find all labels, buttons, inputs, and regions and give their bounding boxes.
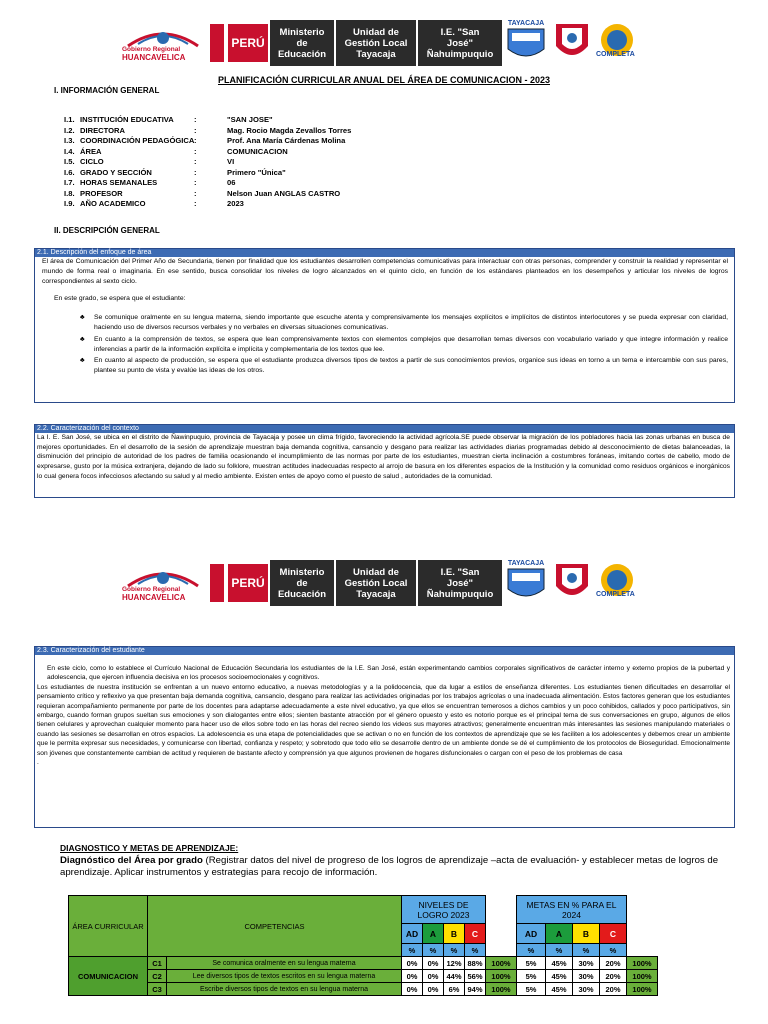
- meta-value: 20%: [600, 970, 627, 983]
- minedu-block: Ministerio de Educación: [270, 20, 334, 66]
- info-value: 2023: [227, 199, 244, 208]
- diagnostico-table: ÁREA CURRICULAR COMPETENCIAS NIVELES DE LOGRO 2023 METAS EN % PARA EL 2024 AD A B C AD A B C % % % % % % % % COMUNICACION C1 Se comunica oralmente en su lengua materna 0% 0% 12% 88% 100% 5% 45% 30% 20% 100% C2 Lee diversos tipos de textos escritos en su lengua materna 0% 0% 44% 56% 100% 5% 45% 30% 20% 100% C3 Escribe diversos tipos de textos en su lengua materna 0% 0% 6% 94% 100% 5% 45% 30% 20% 100%: [68, 895, 658, 996]
- school-shield-logo: [552, 20, 592, 66]
- info-colon: :: [194, 199, 197, 208]
- competencia-name: Se comunica oralmente en su lengua materna: [167, 957, 402, 970]
- enfoque-box: [34, 248, 735, 403]
- gov-label: Gobierno Regional: [122, 46, 181, 53]
- info-label: ÁREA: [80, 146, 102, 156]
- peru-flag-icon: [210, 564, 224, 602]
- info-number: I.9.: [64, 199, 75, 208]
- ie-block: I.E. "San José" Ñahuimpuquio: [418, 20, 502, 66]
- tayacaja-logo: TAYACAJA: [504, 560, 548, 606]
- info-colon: :: [194, 167, 197, 177]
- section-descripcion-general: II. DESCRIPCIÓN GENERAL: [54, 226, 160, 235]
- area-header: ÁREA CURRICULAR: [69, 896, 148, 957]
- club-bullet-icon: ♣: [80, 357, 85, 365]
- jornada-completa-logo: COMPLETA: [594, 560, 640, 606]
- diagnostico-title: DIAGNOSTICO Y METAS DE APRENDIZAJE:: [60, 843, 239, 853]
- table-row: [69, 957, 658, 970]
- competencia-name: Lee diversos tipos de textos escritos en su lengua materna: [167, 970, 402, 983]
- meta-value: 30%: [573, 983, 600, 996]
- info-value: Prof. Ana María Cárdenas Molina: [227, 136, 346, 145]
- jornada-completa-logo: COMPLETA: [594, 20, 640, 66]
- contexto-header: 2.2. Caracterización del contexto: [35, 425, 734, 433]
- meta-value: 5%: [517, 983, 546, 996]
- estudiante-intro: En este ciclo, como lo establece el Currículo Nacional de Educación Secundaria los estudiantes de la I.E. San José, están experimentando cambios corporales significativos de carácter interno y externo propios de la pubertad y adolescencia, que ejercen influencia decisiva en los procesos socioemocionales y cognitivos.: [47, 665, 730, 682]
- ie-block: I.E. "San José" Ñahuimpuquio: [418, 560, 502, 606]
- enfoque-bullet: ♣ En cuanto al aspecto de producción, se espera que el estudiante produzca diversos tipos de textos a partir de sus conocimientos previos, organice sus ideas en torno a un tema e intercambie con sus pares, plantee su punto de vista y evalúe las ideas de los otros.: [80, 357, 728, 375]
- info-label: HORAS SEMANALES: [80, 178, 158, 187]
- level-b: B: [444, 924, 465, 944]
- info-number: I.4.: [64, 146, 75, 156]
- competencia-code: C1: [148, 957, 167, 970]
- info-label: GRADO Y SECCIÓN: [80, 167, 152, 177]
- section-informacion-general: I. INFORMACIÓN GENERAL: [54, 86, 160, 95]
- meta-level-ad: AD: [517, 924, 546, 944]
- header-banner: [118, 18, 642, 68]
- club-bullet-icon: ♣: [80, 335, 85, 343]
- nivel-value: 88%: [465, 957, 486, 970]
- estudiante-paragraph: Los estudiantes de nuestra institución se enfrentan a un nuevo entorno educativo, a nuevas metodologías y a la polidocencia, que da lugar a estilos de enseñanza diferentes. Los estudiantes tienen dificultades en desarrollar el pensamiento crítico y reflexivo ya que presentan baja demanda cognitiva, cansancio, desgano para realizar las actividades originadas por los trabajos agrícolas o una inadecuada alimentación. Estos factores generan que los estudiantes requieran acompañamiento permanente por parte de los docentes para adaptarse adecuadamente a este nivel educativo, ya que ellos se encuentran temerosos a dichos cambios y un poco cohibidos, callados y poco participativos, sin embargo, cuando forman grupos sueltan sus emociones y son dialogantes entre ellos; sienten bastante atracción por el género opuesto y esto es notorio porque es el principal tema de sus conversaciones en grupo, algunos de ellos tienen celulares y aprovechan cualquier momento para hacer uso de ellos sobre todo en las horas del recreo siendo los videos sus mayores atractivos; generalmente encuentran más interesantes las sesiones manipulando materiales o cuando las sesiones se desarrollan en otros espacios. La adolescencia es una etapa de potencialidades que se activan o no en función de los contextos de aprendizaje que se les faciliten a los adolescentes y debemos crear un ambiente que le permita expresar sus necesidades, y comunicarse con libertad, confianza y respeto; y sobretodo que todo ello se desarrolle dentro de un ambiente donde se dé el cumplimiento de los protocolos de Bioseguridad. Emocionalmente son jóvenes que constantemente cambian de actitud y requieren de bastante afecto y comprensión ya que algunos provienen de hogares disfuncionales o cargan con el peso de los problemas de casa: [37, 683, 730, 757]
- nivel-value: 0%: [423, 970, 444, 983]
- level-a: A: [423, 924, 444, 944]
- info-colon: :: [194, 146, 197, 156]
- level-ad: AD: [402, 924, 423, 944]
- nivel-value: 12%: [444, 957, 465, 970]
- table-row: [69, 983, 658, 996]
- gobierno-regional-logo: [118, 560, 208, 606]
- competencia-code: C3: [148, 983, 167, 996]
- info-colon: :: [194, 115, 197, 124]
- info-value: Primero "Única": [227, 167, 286, 177]
- peru-label: PERÚ: [228, 24, 268, 62]
- info-label: PROFESOR: [80, 188, 123, 198]
- gov-name: HUANCAVELICA: [122, 593, 186, 602]
- info-value: Nelson Juan ANGLAS CASTRO: [227, 188, 341, 198]
- nivel-total: 100%: [486, 983, 517, 996]
- ugel-block: Unidad de Gestión Local Tayacaja: [336, 560, 416, 606]
- area-cell: COMUNICACION: [69, 957, 148, 996]
- info-label: DIRECTORA: [80, 125, 126, 135]
- info-value: COMUNICACION: [227, 146, 288, 156]
- meta-level-c: C: [600, 924, 627, 944]
- competencia-code: C2: [148, 970, 167, 983]
- nivel-value: 56%: [465, 970, 486, 983]
- tayacaja-logo: TAYACAJA: [504, 20, 548, 66]
- meta-total: 100%: [627, 957, 658, 970]
- nivel-value: 0%: [423, 983, 444, 996]
- meta-total: 100%: [627, 983, 658, 996]
- enfoque-bullet: ♣ En cuanto a la comprensión de textos, se espera que lean comprensivamente textos con elementos complejos que desarrollan temas diversos con vocabulario variado y que integre información y realice inferencias a partir de la información explícita e implícita y complementaria de los textos que lee.: [80, 335, 728, 353]
- info-colon: :: [194, 125, 197, 135]
- enfoque-bullets: [42, 313, 728, 376]
- gov-name: HUANCAVELICA: [122, 53, 186, 62]
- nivel-value: 0%: [402, 970, 423, 983]
- minedu-block: Ministerio de Educación: [270, 560, 334, 606]
- club-bullet-icon: ♣: [80, 314, 85, 322]
- estudiante-header: 2.3. Caracterización del estudiante: [35, 647, 734, 655]
- competencia-name: Escribe diversos tipos de textos en su lengua materna: [167, 983, 402, 996]
- info-label: COORDINACIÓN PEDAGÓGICA: [80, 136, 195, 145]
- nivel-value: 44%: [444, 970, 465, 983]
- info-colon: :: [194, 188, 197, 198]
- meta-value: 45%: [546, 970, 573, 983]
- contexto-paragraph: La I. E. San José, se ubica en el distrito de Ñawinpuquio, provincia de Tayacaja y posee un clima frígido, favoreciendo la actividad agrícola.SE puede observar la migración de los pobladores hacia las zonas urbanas en busca de mejores oportunidades. En el desarrollo de la sesión de aprendizaje muestran baja demanda cognitiva, cansancio y desgano para realizar las actividades diarias programadas debido al desconocimiento de dietas balanceadas, la disminución del principio de autoridad de los padres de familia ocasionando el incumplimiento de las normas por parte de los estudiantes, muestran cierta inclinación a costumbres foráneas, imitando cortes de cabello, modo de expresarse, gusto por la música extranjera, dejando de lado su folklore, muestran actitudes inadecuadas respecto al arrojo de basura en los diferentes espacios de la Institución y la comunidad como residuos orgánicos e inorgánicos lo cual genera focos infecciosos afectando su salud y al medio ambiente. Existen entes de apoyo como el puesto de salud , autoridades de la comunidad.: [37, 434, 730, 480]
- metas-header: METAS EN % PARA EL 2024: [517, 896, 627, 924]
- info-number: I.5.: [64, 157, 75, 166]
- niveles-header: NIVELES DE LOGRO 2023: [402, 896, 486, 924]
- info-label: CICLO: [80, 157, 104, 166]
- ugel-block: Unidad de Gestión Local Tayacaja: [336, 20, 416, 66]
- peru-label: PERÚ: [228, 564, 268, 602]
- meta-value: 30%: [573, 970, 600, 983]
- competencias-header: COMPETENCIAS: [148, 896, 402, 957]
- info-number: I.3.: [64, 136, 75, 145]
- level-c: C: [465, 924, 486, 944]
- info-label: AÑO ACADEMICO: [80, 199, 146, 208]
- info-number: I.7.: [64, 178, 75, 187]
- nivel-value: 0%: [423, 957, 444, 970]
- meta-value: 30%: [573, 957, 600, 970]
- info-value: Mag. Rocio Magda Zevallos Torres: [227, 125, 352, 135]
- info-value: "SAN JOSE": [227, 115, 273, 124]
- diagnostico-subtitle: Diagnóstico del Área por grado (Registrar datos del nivel de progreso de los logros de aprendizaje –acta de evaluación- y establecer metas de logros de aprendizaje. Aplicar instrumentos y estrategias para recojo de información.: [60, 855, 719, 878]
- meta-value: 5%: [517, 957, 546, 970]
- info-number: I.8.: [64, 188, 75, 198]
- meta-value: 45%: [546, 957, 573, 970]
- estudiante-dot: .: [37, 759, 39, 767]
- meta-level-b: B: [573, 924, 600, 944]
- estudiante-box: [34, 646, 735, 828]
- page-title: PLANIFICACIÓN CURRICULAR ANUAL DEL ÁREA DE COMUNICACION - 2023: [217, 75, 550, 85]
- meta-value: 45%: [546, 983, 573, 996]
- info-number: I.2.: [64, 125, 75, 135]
- meta-value: 5%: [517, 970, 546, 983]
- info-value: VI: [227, 157, 235, 166]
- info-colon: :: [194, 178, 197, 187]
- nivel-value: 0%: [402, 983, 423, 996]
- meta-level-a: A: [546, 924, 573, 944]
- contexto-box: [34, 424, 735, 498]
- nivel-value: 0%: [402, 957, 423, 970]
- gov-label: Gobierno Regional: [122, 586, 181, 593]
- meta-value: 20%: [600, 983, 627, 996]
- nivel-total: 100%: [486, 957, 517, 970]
- meta-value: 20%: [600, 957, 627, 970]
- school-shield-logo: [552, 560, 592, 606]
- nivel-total: 100%: [486, 970, 517, 983]
- peru-flag-icon: [210, 24, 224, 62]
- header-banner-repeat: [118, 558, 642, 608]
- enfoque-bullet: ♣ Se comunique oralmente en su lengua materna, siendo importante que escuche atenta y comprensivamente los mensajes explícitos e implícitos de distintos interlocutores y se pueda expresar con claridad, haciendo uso de diversos recursos verbales y no verbales en diversas situaciones comunicativas.: [80, 314, 728, 331]
- info-colon: :: [194, 157, 197, 166]
- meta-total: 100%: [627, 970, 658, 983]
- gobierno-regional-logo: [118, 20, 208, 66]
- nivel-value: 6%: [444, 983, 465, 996]
- info-number: I.1.: [64, 115, 75, 124]
- nivel-value: 94%: [465, 983, 486, 996]
- enfoque-header: 2.1. Descripción del enfoque de área: [35, 249, 734, 257]
- table-row: [69, 970, 658, 983]
- info-label: INSTITUCIÓN EDUCATIVA: [80, 115, 174, 124]
- info-value: 06: [227, 178, 236, 187]
- info-number: I.6.: [64, 167, 75, 177]
- enfoque-paragraph: El área de Comunicación del Primer Año de Secundaria, tienen por finalidad que los estudiantes desarrollen competencias comunicativas para interactuar con otras personas, comprender y construir la realidad y representar el mundo de forma real o imaginaria. En ese sentido, busca consolidar los niveles de logro alcanzados en el quinto ciclo, en función de los estándares planteados en los desempeños y articular los niveles de logros correspondientes al sexto ciclo.: [42, 258, 728, 285]
- enfoque-intro: En este grado, se espera que el estudiante:: [54, 295, 186, 303]
- info-colon: :: [194, 136, 197, 145]
